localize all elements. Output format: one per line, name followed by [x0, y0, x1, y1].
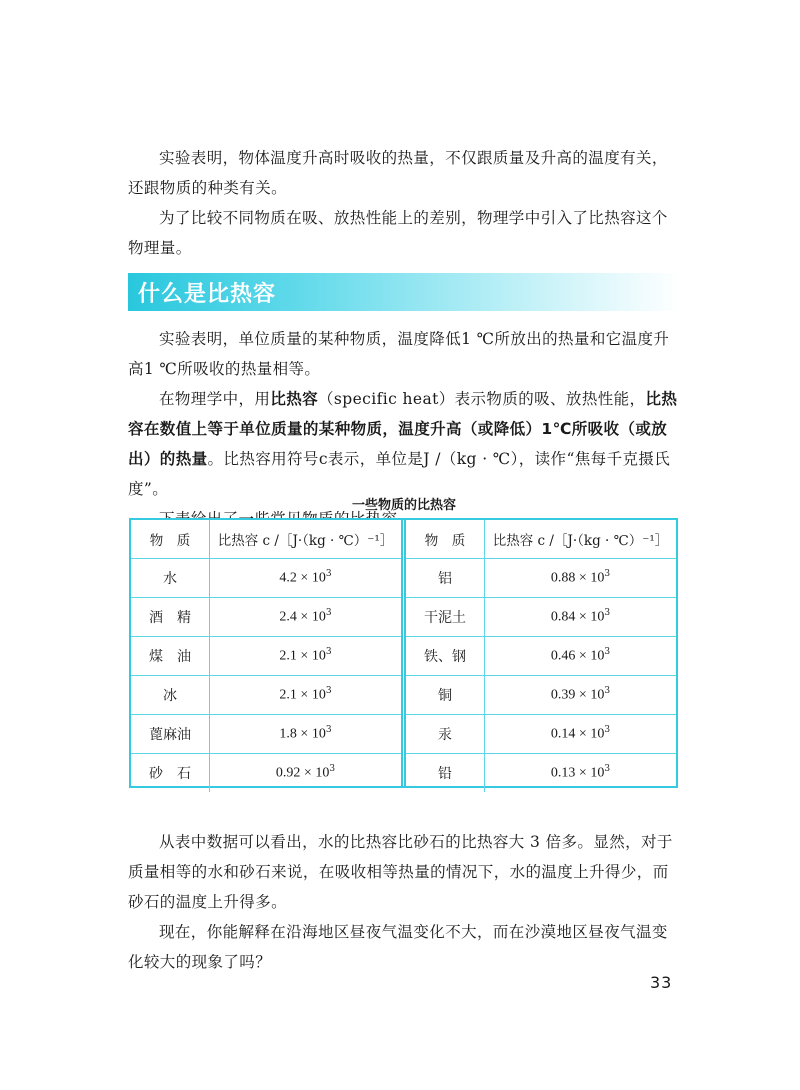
specific-heat-value: $0.13 \times 10^3$	[485, 754, 677, 793]
table-row	[131, 754, 401, 793]
specific-heat-value: $0.92 \times 10^3$	[210, 754, 402, 793]
text-run: 在物理学中，用	[159, 390, 271, 408]
term-bold: 比热容	[270, 390, 319, 408]
text-line: 从表中数据可以看出，水的比热容比砂石的比热容大 3 倍多。显然，对于	[159, 833, 673, 851]
definition-bold: 比热容在数值上等于单位质量的某种物质，温度升高（或降低）1℃所吸收（或放出）的热量	[128, 390, 678, 468]
specific-heat-value: $2.4 \times 10^3$	[210, 598, 402, 637]
text-line: 质量相等的水和砂石来说，在吸收相等热量的情况下，水的温度上升得少，而	[128, 863, 669, 881]
table-right-half	[406, 520, 676, 792]
table-left-half	[131, 520, 401, 792]
header-value: 比热容 c /［J·（kg · ℃）⁻¹］	[210, 520, 402, 559]
specific-heat-value: $0.14 \times 10^3$	[485, 715, 677, 754]
specific-heat-value: $2.1 \times 10^3$	[210, 676, 402, 715]
specific-heat-value: $1.8 \times 10^3$	[210, 715, 402, 754]
substance-name: 铜	[406, 676, 485, 715]
header-substance: 物 质	[131, 520, 210, 559]
header-value: 比热容 c /［J·（kg · ℃）⁻¹］	[485, 520, 677, 559]
table-header-row	[131, 520, 401, 559]
intro-paragraph-2	[128, 203, 680, 263]
substance-name: 铁、钢	[406, 637, 485, 676]
specific-heat-value: $2.1 \times 10^3$	[210, 637, 402, 676]
table-row	[406, 559, 676, 598]
table-row	[131, 559, 401, 598]
text-line: 高1 ℃所吸收的热量相等。	[128, 360, 321, 378]
section-title: 什么是比热容	[138, 282, 277, 307]
table-row	[131, 637, 401, 676]
text-run: 。比热容用符号c表示，单位是J /（kg · ℃），读作“焦每千克摄氏度”。	[128, 450, 671, 498]
specific-heat-table	[129, 518, 678, 788]
header-substance: 物 质	[406, 520, 485, 559]
body-paragraph-1	[128, 324, 680, 384]
substance-name: 铝	[406, 559, 485, 598]
specific-heat-value: $0.88 \times 10^3$	[485, 559, 677, 598]
text-line: 还跟物质的种类有关。	[128, 179, 288, 197]
intro-paragraph-1	[128, 143, 680, 203]
substance-name: 汞	[406, 715, 485, 754]
substance-name: 干泥土	[406, 598, 485, 637]
text-line: 实验表明，物体温度升高时吸收的热量，不仅跟质量及升高的温度有关，	[159, 149, 668, 167]
conclusion-paragraph-1	[128, 827, 680, 917]
substance-name: 水	[131, 559, 210, 598]
table-row	[406, 754, 676, 793]
table-row	[406, 637, 676, 676]
text-line: 现在，你能解释在沿海地区昼夜气温变化不大，而在沙漠地区昼夜气温变	[159, 923, 668, 941]
table-row	[131, 715, 401, 754]
substance-name: 铅	[406, 754, 485, 793]
specific-heat-value: $4.2 \times 10^3$	[210, 559, 402, 598]
text-line: 化较大的现象了吗？	[128, 953, 272, 971]
table-caption: 一些物质的比热容	[351, 498, 456, 513]
substance-name: 砂 石	[131, 754, 210, 793]
section-heading-bar	[128, 273, 680, 311]
specific-heat-value: $0.39 \times 10^3$	[485, 676, 677, 715]
table-row	[131, 598, 401, 637]
table-row	[131, 676, 401, 715]
conclusion-paragraph-2	[128, 917, 680, 977]
text-line: 砂石的温度上升得多。	[128, 893, 288, 911]
substance-name: 煤 油	[131, 637, 210, 676]
table-row	[406, 676, 676, 715]
text-run: （specific heat）表示物质的吸、放热性能，	[318, 390, 646, 408]
page-number: 33	[650, 973, 673, 992]
specific-heat-value: $0.46 \times 10^3$	[485, 637, 677, 676]
substance-name: 冰	[131, 676, 210, 715]
substance-name: 酒 精	[131, 598, 210, 637]
table-header-row	[406, 520, 676, 559]
text-line: 物理量。	[128, 239, 192, 257]
substance-name: 蓖麻油	[131, 715, 210, 754]
table-row	[406, 598, 676, 637]
table-row	[406, 715, 676, 754]
text-line: 实验表明，单位质量的某种物质，温度降低1 ℃所放出的热量和它温度升	[159, 330, 670, 348]
text-line: 为了比较不同物质在吸、放热性能上的差别，物理学中引入了比热容这个	[159, 209, 668, 227]
specific-heat-value: $0.84 \times 10^3$	[485, 598, 677, 637]
